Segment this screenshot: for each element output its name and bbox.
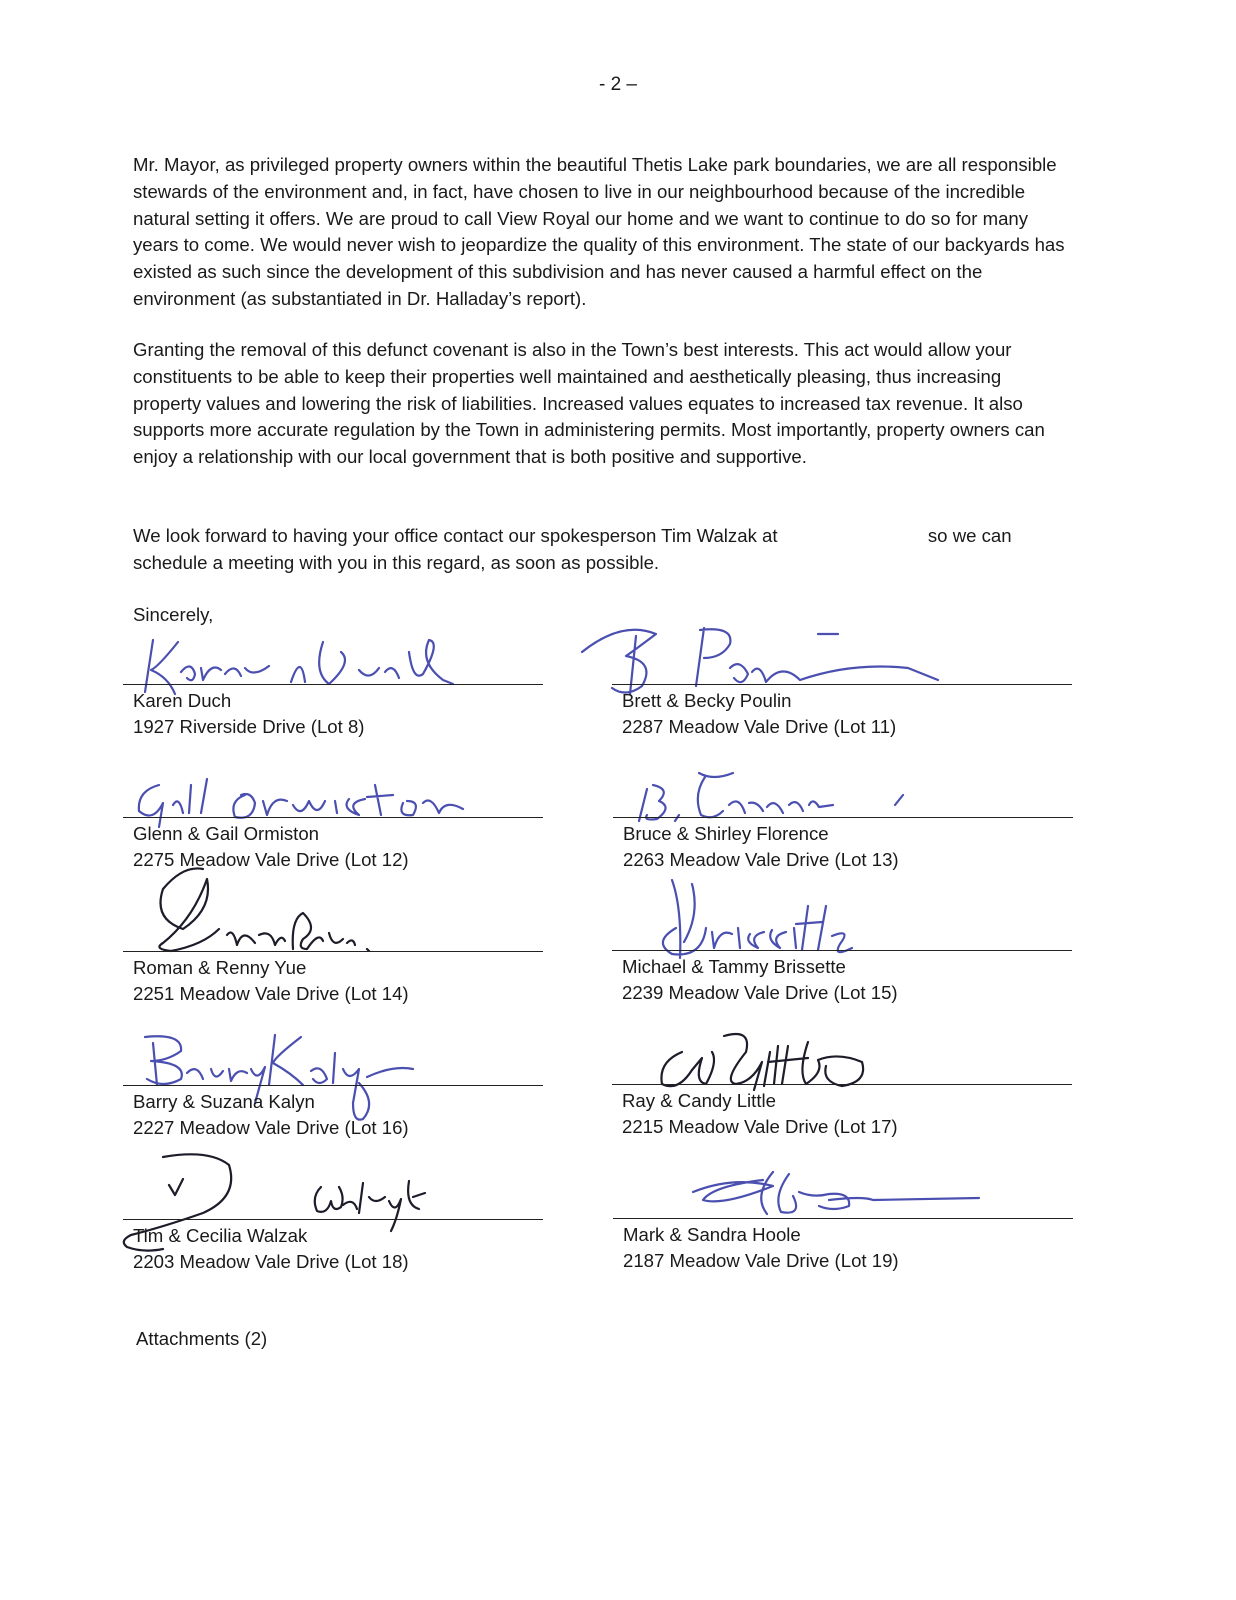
signature-line	[612, 950, 1072, 951]
signatory-address: 2263 Meadow Vale Drive (Lot 13)	[623, 849, 899, 870]
signatory-name: Barry & Suzana Kalyn	[133, 1091, 315, 1112]
signature-line	[123, 817, 543, 818]
signatory-address: 1927 Riverside Drive (Lot 8)	[133, 716, 365, 737]
signatory-address: 2203 Meadow Vale Drive (Lot 18)	[133, 1251, 409, 1272]
signatory-name: Mark & Sandra Hoole	[623, 1224, 801, 1245]
contact-paragraph	[133, 523, 1073, 577]
signature-line	[123, 684, 543, 685]
attachments-note: Attachments (2)	[136, 1328, 268, 1349]
signatory-name: Ray & Candy Little	[622, 1090, 776, 1111]
signatory-name: Glenn & Gail Ormiston	[133, 823, 320, 844]
body-paragraph-2: Granting the removal of this defunct covenant is also in the Town’s best interests. This act would allow your constituents to be able to keep their properties well maintained and aesthetically pleasing, thus increasing property values and lowering the risk of liabilities. Increased values equates to increased tax revenue. It also supports more accurate regulation by the Town in administering permits. Most importantly, property owners can enjoy a relationship with our local government that is both positive and supportive.	[133, 339, 1045, 468]
signature-line	[123, 951, 543, 952]
signatory-address: 2275 Meadow Vale Drive (Lot 12)	[133, 849, 409, 870]
signatory-address: 2187 Meadow Vale Drive (Lot 19)	[623, 1250, 899, 1271]
signature-line	[123, 1085, 543, 1086]
signature-line	[123, 1219, 543, 1220]
signatory-name: Michael & Tammy Brissette	[622, 956, 846, 977]
signature-line	[613, 1218, 1073, 1219]
signatory-address: 2287 Meadow Vale Drive (Lot 11)	[622, 716, 897, 737]
signatory-name: Tim & Cecilia Walzak	[133, 1225, 308, 1246]
signature-line	[612, 684, 1072, 685]
signatory-address: 2227 Meadow Vale Drive (Lot 16)	[133, 1117, 409, 1138]
contact-text-after: so we can schedule a meeting with you in this regard, as soon as possible.	[133, 525, 1012, 573]
page-number: - 2 –	[598, 74, 638, 95]
redacted-phone	[783, 528, 923, 546]
signatory-name: Roman & Renny Yue	[133, 957, 307, 978]
closing: Sincerely,	[133, 604, 214, 625]
signatory-name: Brett & Becky Poulin	[622, 690, 792, 711]
signatory-name: Bruce & Shirley Florence	[623, 823, 829, 844]
signatory-address: 2251 Meadow Vale Drive (Lot 14)	[133, 983, 409, 1004]
signatory-name: Karen Duch	[133, 690, 232, 711]
signatory-address: 2239 Meadow Vale Drive (Lot 15)	[622, 982, 898, 1003]
signature-line	[613, 817, 1073, 818]
contact-text-before: We look forward to having your office contact our spokesperson Tim Walzak at	[133, 525, 783, 546]
signatory-address: 2215 Meadow Vale Drive (Lot 17)	[622, 1116, 898, 1137]
signature-line	[612, 1084, 1072, 1085]
body-paragraph-1: Mr. Mayor, as privileged property owners within the beautiful Thetis Lake park boundaries, we are all responsible stewards of the environment and, in fact, have chosen to live in our neighbourhood because of the incredible natural setting it offers. We are proud to call View Royal our home and we want to continue to do so for many years to come. We would never wish to jeopardize the quality of this environment. The state of our backyards has existed as such since the development of this subdivision and has never caused a harmful effect on the environment (as substantiated in Dr. Halladay’s report).	[133, 154, 1065, 309]
